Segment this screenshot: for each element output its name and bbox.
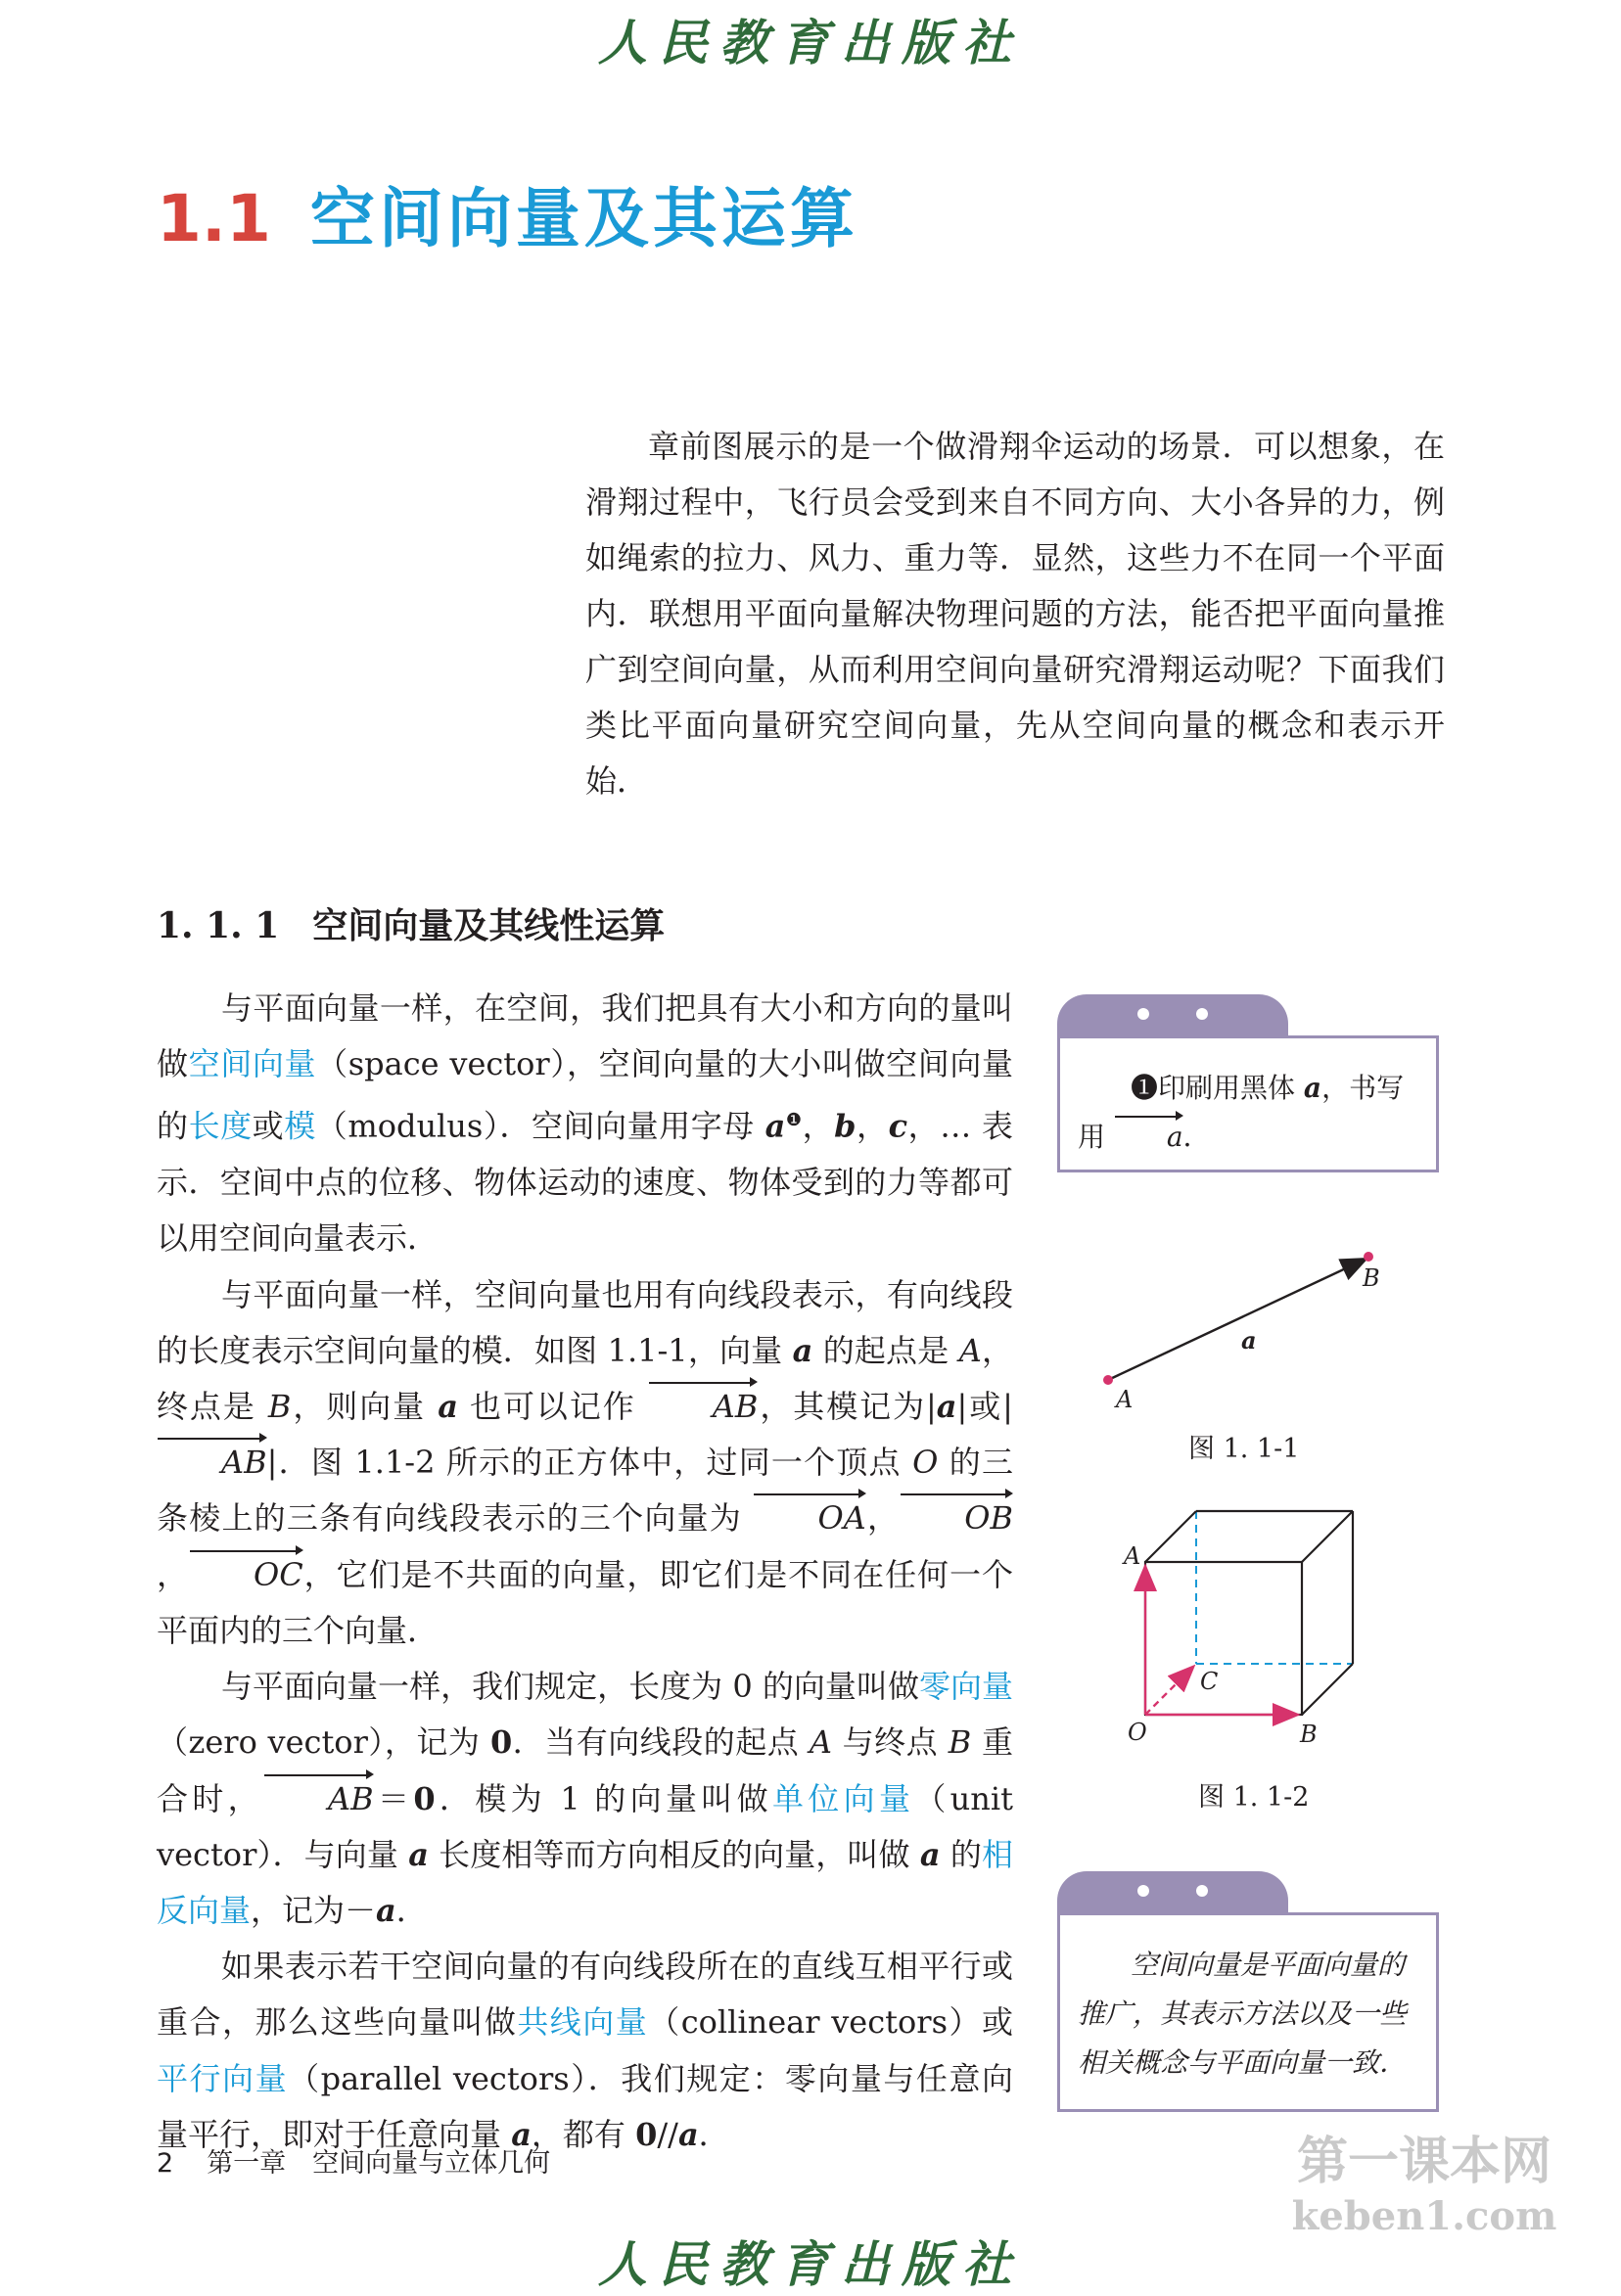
page-number: 2 [157, 2148, 174, 2179]
keyword-unit-vector: 单位向量 [771, 1779, 915, 1817]
side-note-box [1057, 1871, 1439, 2112]
keyword-opposite-vector: 相反向量 [157, 1835, 1013, 1929]
keyword-zero-vector: 零向量 [918, 1668, 1013, 1706]
label-B: B [1363, 1264, 1380, 1292]
vector-OA: OA [753, 1491, 865, 1546]
vector-AB: AB [648, 1379, 759, 1435]
vector-OB: OB [900, 1491, 1013, 1546]
figure-cube [1106, 1497, 1380, 1752]
chapter-intro [585, 419, 1445, 809]
note-tab [1057, 994, 1288, 1035]
paragraph-zero-vector: 与平面向量一样，我们规定，长度为 0 的向量叫做零向量（zero vector），记为 0．当有向线段的起点 A 与终点 B 重合时， AB＝0．模为 1 的向量叫做单位向量（unit vector）．与向量 a 长度相等而方向相反的向量，叫做 a 的相反向量，记为－a． [157, 1668, 1013, 1929]
paragraph-collinear-vectors: 如果表示若干空间向量的有向线段所在的直线互相平行或重合，那么这些向量叫做共线向量（collinear vectors）或平行向量（parallel vectors）．我们规定：零向量与任意向量平行，即对于任意向量 a，都有 0//a． [157, 1948, 1013, 2153]
paragraph-directed-segment: 与平面向量一样，空间向量也用有向线段表示，有向线段的长度表示空间向量的模．如图 1.1-1，向量 a 的起点是 A，终点是 B，则向量 a 也可以记作 AB，其模记为|a|或|AB|．图 1.1-2 所示的正方体中，过同一个顶点 O 的三条棱上的三条有向线段表示的三个向量为 OA， OB， OC，它们是不共面的向量，即它们是不同在任何一个平面内的三个向量． [157, 1275, 1013, 1649]
point-A [1103, 1375, 1113, 1385]
figure-1-caption: 图 1. 1-1 [1188, 1434, 1300, 1464]
vector-OC-arrow [1145, 1668, 1192, 1715]
intro-paragraph: 章前图展示的是一个做滑翔伞运动的场景．可以想象，在滑翔过程中，飞行员会受到来自不同方向、大小各异的力，例如绳索的拉力、风力、重力等．显然，这些力不在同一个平面内．联想用平面向量解决物理问题的方法，能否把平面向量推广到空间向量，从而利用空间向量研究滑翔运动呢？下面我们类比平面向量研究空间向量，先从空间向量的概念和表示开始． [585, 428, 1445, 800]
keyword-parallel-vectors: 平行向量 [157, 2059, 289, 2097]
chapter-name: 第一章 空间向量与立体几何 [207, 2148, 551, 2179]
keyword-collinear-vectors: 共线向量 [517, 2003, 649, 2042]
watermark: 第一课本网 keben1.com [1291, 2133, 1557, 2239]
label-cube-A: A [1124, 1542, 1141, 1570]
main-text [157, 981, 1013, 2163]
side-note-text: 空间向量是平面向量的推广，其表示方法以及一些相关概念与平面向量一致． [1078, 1949, 1408, 2079]
label-cube-O: O [1128, 1719, 1147, 1746]
subsection-title [157, 898, 665, 948]
section-title [157, 166, 858, 259]
figure-2-caption: 图 1. 1-2 [1198, 1782, 1310, 1813]
note-tab [1057, 1871, 1288, 1912]
keyword-space-vector: 空间向量 [188, 1045, 317, 1083]
figure-vector-a [1087, 1243, 1410, 1419]
vector-a-arrow [1108, 1260, 1365, 1380]
label-cube-C: C [1200, 1668, 1219, 1695]
point-B [1364, 1252, 1373, 1262]
publisher-footer: 人民教育出版社 [598, 2235, 1023, 2293]
keyword-length: 长度 [188, 1108, 253, 1146]
label-a: a [1241, 1326, 1257, 1355]
section-name: 空间向量及其运算 [309, 181, 858, 256]
footnote-marker: ❶ [785, 1110, 803, 1131]
label-cube-B: B [1300, 1721, 1318, 1748]
paragraph-space-vector: 与平面向量一样，在空间，我们把具有大小和方向的量叫做空间向量（space vector），空间向量的大小叫做空间向量的长度或模（modulus）．空间向量用字母 a$^❶$，b，c，… 表示．空间中点的位移、物体运动的速度、物体受到的力等都可以用空间向量表示． [157, 989, 1013, 1258]
subsection-number: 1. 1. 1 [157, 905, 280, 946]
publisher-header: 人民教育出版社 [598, 14, 1023, 71]
keyword-modulus: 模 [284, 1108, 316, 1146]
section-number: 1.1 [157, 181, 271, 256]
footnote-box: ❶印刷用黑体 a，书写用 a． [1057, 994, 1439, 1172]
vector-OC: OC [189, 1547, 303, 1603]
page-footer [157, 2141, 550, 2180]
subsection-name: 空间向量及其线性运算 [312, 906, 666, 946]
label-A: A [1116, 1386, 1134, 1413]
